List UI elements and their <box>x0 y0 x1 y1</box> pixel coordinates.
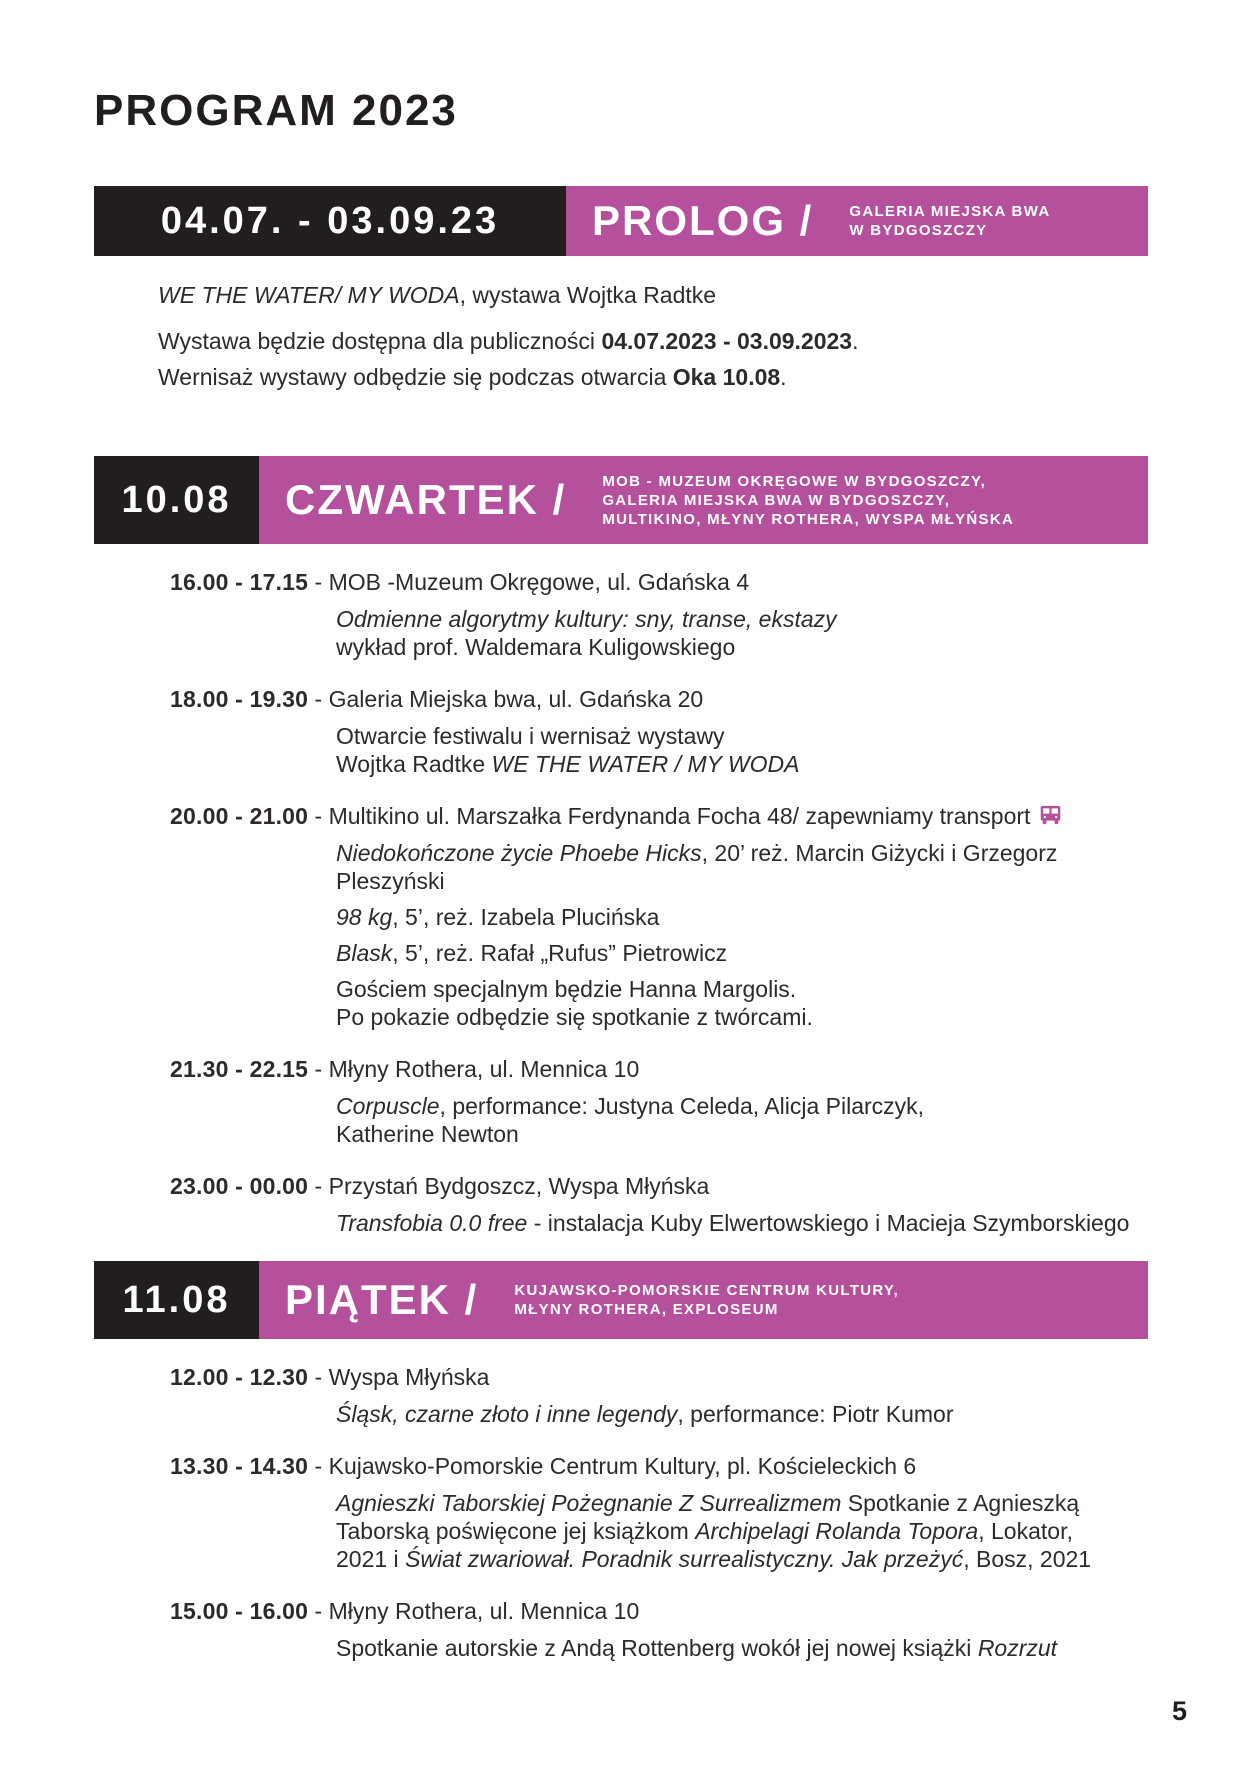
entry-separator: - <box>308 1173 329 1199</box>
section-prolog <box>0 186 1241 392</box>
italic-text: Transfobia 0.0 free <box>336 1210 528 1236</box>
entry-head <box>170 1055 1211 1084</box>
section-czwartek <box>0 456 1241 1237</box>
section-banner <box>94 1261 1148 1339</box>
text: Po pokazie odbędzie się spotkanie z twórcami. <box>336 1004 813 1030</box>
schedule-entry <box>170 685 1211 778</box>
text: , Bosz, 2021 <box>963 1546 1092 1572</box>
schedule-entry <box>170 802 1211 1031</box>
entry-time: 20.00 - 21.00 <box>170 803 309 829</box>
paragraph <box>158 280 1181 310</box>
text: Wojtka Radtke <box>336 751 492 777</box>
entry-time: 15.00 - 16.00 <box>170 1598 309 1624</box>
text: MOB -Muzeum Okręgowe, ul. Gdańska 4 <box>328 569 750 595</box>
entry-separator: - <box>308 1598 329 1624</box>
entry-time: 12.00 - 12.30 <box>170 1364 309 1390</box>
entry-detail <box>336 839 1196 895</box>
schedule-entry <box>170 1172 1211 1237</box>
text: , performance: Justyna Celeda, Alicja Pilarczyk, <box>439 1093 925 1119</box>
text: Otwarcie festiwalu i wernisaż wystawy <box>336 723 725 749</box>
entry-time: 16.00 - 17.15 <box>170 569 309 595</box>
banner-venue-line: GALERIA MIEJSKA BWA W BYDGOSZCZY, <box>602 491 951 509</box>
italic-text: Archipelagi Rolanda Topora <box>695 1518 979 1544</box>
entry-separator: - <box>308 1453 329 1479</box>
banner-date-box: 04.07. - 03.09.23 <box>94 186 566 256</box>
page-number: 5 <box>1172 1696 1188 1726</box>
entry-location <box>329 1364 490 1390</box>
text: Wystawa będzie dostępna dla publiczności <box>158 328 602 354</box>
banner-venue-line: MŁYNY ROTHERA, EXPLOSEUM <box>514 1301 779 1318</box>
banner-venue-line: W BYDGOSZCZY <box>849 222 988 239</box>
banner-day-title: PIĄTEK / <box>285 1276 479 1323</box>
text: Multikino ul. Marszałka Ferdynanda Focha 48/ zapewniamy transport <box>328 803 1031 829</box>
text: Kujawsko-Pomorskie Centrum Kultury, pl. Kościeleckich 6 <box>328 1453 917 1479</box>
text: , wystawa Wojtka Radtke <box>459 282 717 308</box>
bold-text: Oka 10.08 <box>672 364 781 390</box>
text: Przystań Bydgoszcz, Wyspa Młyńska <box>328 1173 710 1199</box>
schedule-entries <box>0 1363 1241 1662</box>
text: , 5’, reż. Rafał „Rufus” Pietrowicz <box>392 940 728 966</box>
entry-detail <box>336 939 1196 967</box>
text: Spotkanie z Agnieszką <box>841 1490 1080 1516</box>
schedule-entries <box>0 568 1241 1237</box>
banner-venues <box>849 202 1050 240</box>
entry-time: 18.00 - 19.30 <box>170 686 309 712</box>
italic-text: WE THE WATER/ MY WODA <box>158 282 460 308</box>
entry-separator: - <box>308 686 329 712</box>
entry-head <box>170 685 1211 714</box>
section-banner <box>94 456 1148 544</box>
text: Młyny Rothera, ul. Mennica 10 <box>328 1598 640 1624</box>
text: , 5’, reż. Izabela Plucińska <box>392 904 660 930</box>
schedule-entry <box>170 1055 1211 1148</box>
entry-detail <box>336 1092 1196 1148</box>
italic-text: Blask <box>336 940 393 966</box>
paragraph <box>158 362 1181 392</box>
entry-separator: - <box>308 1364 329 1390</box>
text: Młyny Rothera, ul. Mennica 10 <box>328 1056 640 1082</box>
banner-date-box: 10.08 <box>94 456 259 544</box>
bus-icon <box>1038 803 1063 828</box>
entry-head <box>170 1363 1211 1392</box>
banner-venue-line: KUJAWSKO-POMORSKIE CENTRUM KULTURY, <box>514 1282 900 1299</box>
entry-head <box>170 802 1211 831</box>
entry-location <box>329 569 750 595</box>
banner-date-box: 11.08 <box>94 1261 259 1339</box>
entry-separator: - <box>308 569 329 595</box>
banner-venue-line: MOB - MUZEUM OKRĘGOWE W BYDGOSZCZY, <box>602 472 987 490</box>
text: . <box>852 328 859 354</box>
text: Gościem specjalnym będzie Hanna Margolis. <box>336 976 797 1002</box>
entry-time: 21.30 - 22.15 <box>170 1056 309 1082</box>
schedule-entry <box>170 1452 1211 1573</box>
text: Pleszyński <box>336 868 445 894</box>
entry-location <box>329 1598 640 1624</box>
italic-text: 98 kg <box>336 904 393 930</box>
text: , Lokator, <box>978 1518 1073 1544</box>
entry-detail <box>336 975 1196 1031</box>
entry-location <box>329 686 704 712</box>
page-title: PROGRAM 2023 <box>94 86 458 135</box>
italic-text: Świat zwariował. Poradnik surrealistyczny. Jak przeżyć <box>405 1546 964 1572</box>
italic-text: Śląsk, czarne złoto i inne legendy <box>336 1401 678 1427</box>
text: Katherine Newton <box>336 1121 519 1147</box>
section-banner <box>94 186 1148 256</box>
banner-venue-line: MULTIKINO, MŁYNY ROTHERA, WYSPA MŁYŃSKA <box>602 510 1015 528</box>
entry-time: 23.00 - 00.00 <box>170 1173 309 1199</box>
text: 2021 i <box>336 1546 406 1572</box>
entry-location <box>329 1056 640 1082</box>
banner-venues <box>602 472 1014 529</box>
program-sections <box>0 186 1241 1662</box>
banner-venue-line: GALERIA MIEJSKA BWA <box>849 203 1051 220</box>
text: wykład prof. Waldemara Kuligowskiego <box>336 634 736 660</box>
text: . <box>780 364 787 390</box>
banner-day-title: PROLOG / <box>592 197 814 244</box>
entry-location <box>329 1173 710 1199</box>
entry-detail <box>336 722 1196 778</box>
entry-detail <box>336 1489 1196 1573</box>
entry-head <box>170 1172 1211 1201</box>
text: , performance: Piotr Kumor <box>677 1401 954 1427</box>
entry-head <box>170 568 1211 597</box>
entry-detail <box>336 1400 1196 1428</box>
entry-head <box>170 1597 1211 1626</box>
entry-detail <box>336 903 1196 931</box>
entry-location <box>329 1453 917 1479</box>
text: Taborską poświęcone jej książkom <box>336 1518 696 1544</box>
text: , 20’ reż. Marcin Giżycki i Grzegorz <box>701 840 1058 866</box>
section-piatek <box>0 1261 1241 1662</box>
text: Wernisaż wystawy odbędzie się podczas otwarcia <box>158 364 673 390</box>
bold-text: 04.07.2023 - 03.09.2023 <box>601 328 853 354</box>
section-paragraphs <box>0 280 1241 392</box>
entry-detail <box>336 1634 1196 1662</box>
entry-time: 13.30 - 14.30 <box>170 1453 309 1479</box>
entry-detail <box>336 605 1196 661</box>
schedule-entry <box>170 1597 1211 1662</box>
text: - instalacja Kuby Elwertowskiego i Macieja Szymborskiego <box>527 1210 1130 1236</box>
text: Galeria Miejska bwa, ul. Gdańska 20 <box>328 686 704 712</box>
italic-text: Corpuscle <box>336 1093 440 1119</box>
italic-text: Rozrzut <box>977 1635 1058 1661</box>
italic-text: Agnieszki Taborskiej Pożegnanie Z Surrealizmem <box>336 1490 842 1516</box>
entry-separator: - <box>308 1056 329 1082</box>
italic-text: Niedokończone życie Phoebe Hicks <box>336 840 702 866</box>
italic-text: WE THE WATER / MY WODA <box>491 751 800 777</box>
banner-day-title: CZWARTEK / <box>285 476 567 523</box>
schedule-entry <box>170 568 1211 661</box>
entry-head <box>170 1452 1211 1481</box>
paragraph <box>158 326 1181 356</box>
text: Spotkanie autorskie z Andą Rottenberg wokół jej nowej książki <box>336 1635 978 1661</box>
entry-detail <box>336 1209 1196 1237</box>
entry-location <box>329 803 1031 829</box>
entry-separator: - <box>308 803 329 829</box>
schedule-entry <box>170 1363 1211 1428</box>
italic-text: Odmienne algorytmy kultury: sny, transe, ekstazy <box>336 606 837 632</box>
banner-venues <box>514 1281 899 1319</box>
text: Wyspa Młyńska <box>328 1364 490 1390</box>
